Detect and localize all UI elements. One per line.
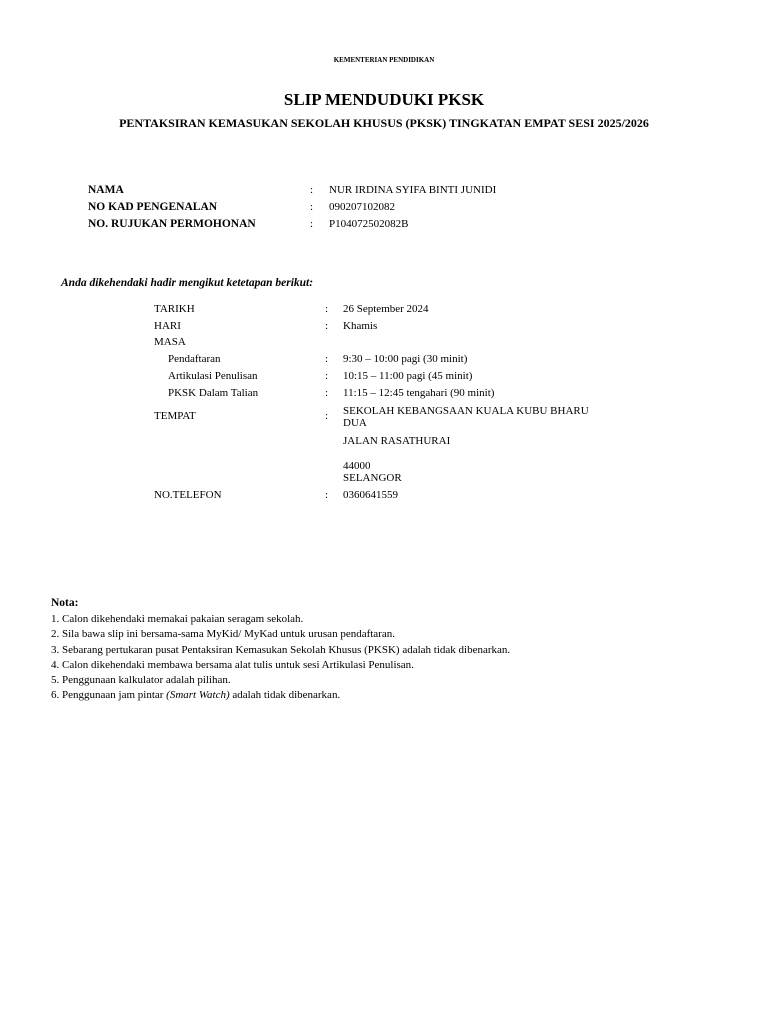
nota-item [51, 688, 510, 703]
nota-item: 4. Calon dikehendaki membawa bersama alat tulis untuk sesi Artikulasi Penulisan. [51, 658, 414, 671]
pendaftaran-value: 9:30 – 10:00 pagi (30 minit) [343, 353, 468, 365]
rujukan-separator: : [310, 218, 314, 230]
pendaftaran-separator: : [325, 353, 329, 365]
page-title: SLIP MENDUDUKI PKSK [283, 90, 485, 109]
tempat-label: TEMPAT [154, 410, 196, 422]
tempat-state: SELANGOR [343, 472, 402, 484]
tempat-postcode: 44000 [343, 460, 371, 472]
hari-separator: : [325, 320, 329, 332]
masa-label: MASA [154, 336, 186, 348]
pksk-talian-value: 11:15 – 12:45 tengahari (90 minit) [343, 387, 495, 399]
pksk-talian-label: PKSK Dalam Talian [168, 387, 259, 399]
tempat-street: JALAN RASATHURAI [343, 435, 451, 447]
nota-item: 3. Sebarang pertukaran pusat Pentaksiran Kemasukan Sekolah Khusus (PKSK) adalah tidak dibenarkan. [51, 643, 511, 656]
nota-item: 1. Calon dikehendaki memakai pakaian seragam sekolah. [51, 613, 304, 625]
nama-label: NAMA [88, 184, 124, 196]
tarikh-separator: : [325, 303, 329, 315]
hari-value: Khamis [343, 320, 378, 332]
rujukan-label: NO. RUJUKAN PERMOHONAN [88, 218, 256, 230]
nota-item-6-italic: (Smart Watch) [166, 689, 230, 702]
tempat-separator: : [325, 410, 329, 422]
nama-separator: : [310, 184, 314, 196]
tarikh-label: TARIKH [154, 303, 195, 315]
artikulasi-separator: : [325, 370, 329, 382]
tempat-school: SEKOLAH KEBANGSAAN KUALA KUBU BHARU DUA [343, 405, 589, 429]
artikulasi-value: 10:15 – 11:00 pagi (45 minit) [343, 370, 473, 382]
telefon-value: 0360641559 [343, 489, 398, 501]
nota-item: 5. Penggunaan kalkulator adalah pilihan. [51, 674, 231, 687]
artikulasi-label: Artikulasi Penulisan [168, 370, 258, 382]
pksk-talian-separator: : [325, 387, 329, 399]
ic-value: 090207102082 [329, 201, 395, 213]
nota-item-6-prefix: 6. Penggunaan jam pintar [51, 689, 167, 702]
telefon-label: NO.TELEFON [154, 489, 222, 501]
instruction-text: Anda dikehendaki hadir mengikut ketetapan berikut: [61, 277, 314, 289]
hari-label: HARI [154, 320, 181, 332]
telefon-separator: : [325, 489, 329, 501]
ic-separator: : [310, 201, 314, 213]
nota-item-6-suffix: adalah tidak dibenarkan. [229, 689, 341, 702]
nota-title: Nota: [51, 597, 79, 609]
ic-label: NO KAD PENGENALAN [88, 201, 218, 213]
pendaftaran-label: Pendaftaran [168, 353, 221, 365]
nama-value: NUR IRDINA SYIFA BINTI JUNIDI [329, 184, 497, 196]
nota-item: 2. Sila bawa slip ini bersama-sama MyKid/ MyKad untuk urusan pendaftaran. [51, 628, 395, 641]
page-subtitle: PENTAKSIRAN KEMASUKAN SEKOLAH KHUSUS (PKSK) TINGKATAN EMPAT SESI 2025/2026 [119, 116, 649, 130]
tarikh-value: 26 September 2024 [343, 303, 429, 315]
nota-list [51, 612, 510, 704]
rujukan-value: P104072502082B [329, 218, 409, 230]
ministry-name: KEMENTERIAN PENDIDIKAN [333, 56, 435, 64]
